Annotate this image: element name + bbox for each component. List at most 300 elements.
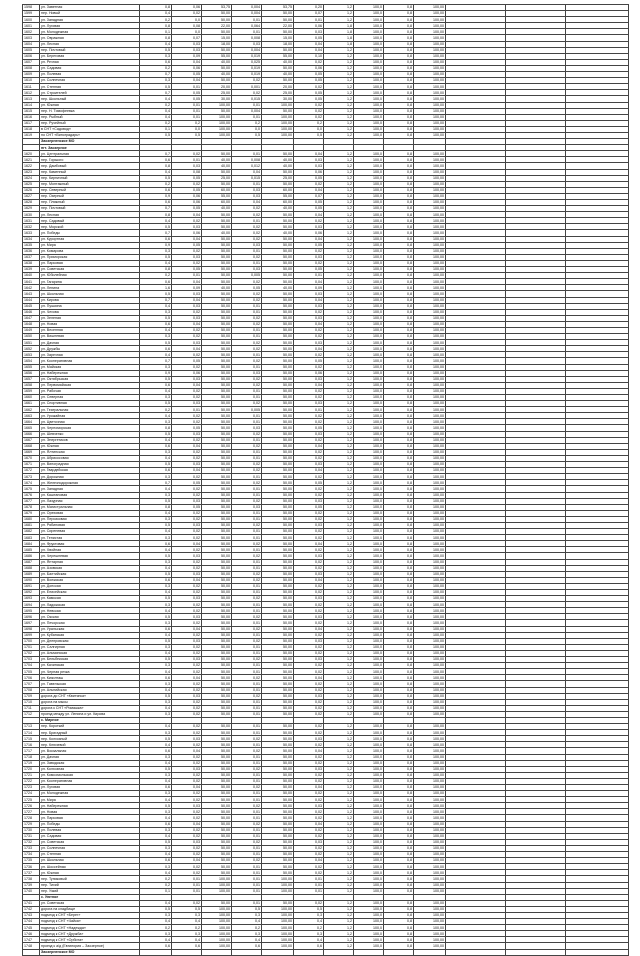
- table-cell: 22,00: [262, 23, 294, 29]
- table-cell: 0,4: [140, 437, 172, 443]
- table-cell: 100,00: [414, 900, 446, 906]
- table-cell: 0,5: [140, 693, 172, 699]
- table-cell: 100,00: [414, 35, 446, 41]
- table-cell: 0,05: [172, 504, 202, 510]
- table-cell: ул. Гагарина: [40, 279, 140, 285]
- table-cell: 1,2: [324, 370, 354, 376]
- table-cell: 100,0: [354, 419, 384, 425]
- table-cell: 0,8: [384, 334, 414, 340]
- table-cell: 0,8: [384, 84, 414, 90]
- table-cell: 0,03: [172, 766, 202, 772]
- table-cell: 1703: [23, 657, 40, 663]
- table-cell: 100,00: [414, 912, 446, 918]
- table-cell: 0,8: [384, 845, 414, 851]
- table-cell: 0,8: [384, 931, 414, 937]
- table-cell: 50,00: [202, 693, 232, 699]
- table-cell: 1742: [23, 906, 40, 912]
- table-cell: 100,00: [414, 657, 446, 663]
- table-cell: 0,05: [172, 96, 202, 102]
- table-cell: 0,02: [172, 260, 202, 266]
- table-cell: 0,8: [384, 260, 414, 266]
- table-cell: 100,00: [414, 53, 446, 59]
- table-cell: 100,0: [354, 553, 384, 559]
- table-cell: 1,2: [324, 84, 354, 90]
- table-cell: 0,02: [172, 516, 202, 522]
- table-cell: 100,0: [354, 193, 384, 199]
- table-cell: 100,0: [354, 742, 384, 748]
- table-cell: 100,00: [414, 279, 446, 285]
- table-cell: 1650: [23, 334, 40, 340]
- table-cell: 1,2: [324, 407, 354, 413]
- table-cell: 100,00: [202, 102, 232, 108]
- table-cell: 100,00: [414, 815, 446, 821]
- table-cell: 0,5: [140, 376, 172, 382]
- table-cell: 1724: [23, 791, 40, 797]
- table-cell: 50,00: [262, 267, 294, 273]
- table-cell: 0,6: [140, 821, 172, 827]
- table-cell: 0,8: [384, 358, 414, 364]
- table-cell: 0,02: [172, 699, 202, 705]
- table-cell: 0,01: [232, 102, 262, 108]
- table-cell: 100,0: [354, 906, 384, 912]
- table-cell: ул. Лазурная: [40, 498, 140, 504]
- table-cell: 50,00: [202, 78, 232, 84]
- table-cell: 50,00: [262, 845, 294, 851]
- table-cell: 50,00: [202, 821, 232, 827]
- table-cell: ул. Луговая: [40, 785, 140, 791]
- table-cell: 100,0: [354, 687, 384, 693]
- table-cell: 1,2: [324, 614, 354, 620]
- table-cell: 0,03: [172, 498, 202, 504]
- table-cell: 0,01: [172, 888, 202, 894]
- table-cell: 0,5: [140, 522, 172, 528]
- table-cell: 1613: [23, 96, 40, 102]
- table-cell: ул. Кооперативная: [40, 358, 140, 364]
- table-cell: 0,5: [140, 596, 172, 602]
- table-cell: 0,03: [172, 596, 202, 602]
- table-cell: 100,00: [262, 888, 294, 894]
- table-cell: 1,2: [324, 681, 354, 687]
- table-cell: 0,02: [172, 449, 202, 455]
- table-cell: 50,00: [202, 364, 232, 370]
- table-cell: 0,3: [140, 449, 172, 455]
- table-cell: 1623: [23, 169, 40, 175]
- table-cell: 100,00: [202, 114, 232, 120]
- table-cell: 100,00: [414, 650, 446, 656]
- table-cell: 0,04: [294, 382, 324, 388]
- table-cell: 0,02: [232, 254, 262, 260]
- table-cell: 0,8: [384, 663, 414, 669]
- table-cell: 0,02: [294, 492, 324, 498]
- table-cell: 0,8: [384, 590, 414, 596]
- table-cell: 1723: [23, 785, 40, 791]
- table-cell: 1,2: [324, 102, 354, 108]
- table-cell: 0,02: [232, 638, 262, 644]
- table-cell: проезд к а/д (Евпатория – Заозерное): [40, 943, 140, 949]
- table-cell: 100,00: [202, 925, 232, 931]
- table-cell: 0,03: [294, 803, 324, 809]
- table-cell: 25,00: [262, 90, 294, 96]
- table-cell: 1670: [23, 455, 40, 461]
- table-cell: ул. Черная речка: [40, 669, 140, 675]
- table-cell: 50,00: [202, 803, 232, 809]
- table-cell: 0,2: [140, 120, 172, 126]
- table-cell: 0,02: [172, 413, 202, 419]
- table-cell: 100,00: [262, 912, 294, 918]
- table-cell: ул. Речная: [40, 59, 140, 65]
- table-cell: 0,02: [294, 352, 324, 358]
- table-cell: 0,03: [232, 193, 262, 199]
- table-cell: 0,02: [232, 358, 262, 364]
- table-cell: 50,00: [262, 681, 294, 687]
- table-cell: 0,02: [172, 742, 202, 748]
- table-cell: 0,8: [384, 620, 414, 626]
- table-cell: 50,00: [262, 711, 294, 717]
- table-cell: 0,5: [140, 132, 172, 138]
- table-cell: 0,8: [384, 571, 414, 577]
- table-cell: 1,2: [324, 577, 354, 583]
- table-cell: 1630: [23, 212, 40, 218]
- table-cell: ул. Бельбекская: [40, 657, 140, 663]
- table-cell: 50,00: [262, 644, 294, 650]
- table-cell: 0,03: [294, 736, 324, 742]
- table-cell: 100,00: [414, 833, 446, 839]
- table-cell: 0,05: [172, 358, 202, 364]
- table-cell: 0,02: [294, 455, 324, 461]
- table-cell: 0,6: [172, 943, 202, 949]
- table-cell: 100,00: [414, 102, 446, 108]
- table-cell: 0,01: [172, 108, 202, 114]
- table-cell: 1615: [23, 108, 40, 114]
- table-cell: 1,2: [324, 529, 354, 535]
- table-cell: ул. Невская: [40, 608, 140, 614]
- table-cell: 0,02: [172, 827, 202, 833]
- table-cell: 1,2: [324, 864, 354, 870]
- table-cell: 0,5: [140, 839, 172, 845]
- table-cell: 0,8: [384, 449, 414, 455]
- table-cell: 0,02: [172, 327, 202, 333]
- table-cell: 0,04: [294, 321, 324, 327]
- table-cell: 0,8: [384, 778, 414, 784]
- table-cell: 100,00: [414, 321, 446, 327]
- table-cell: 0,01: [232, 395, 262, 401]
- table-cell: ул. Заречная: [40, 352, 140, 358]
- table-cell: 0,02: [172, 352, 202, 358]
- table-cell: 1669: [23, 449, 40, 455]
- table-cell: 1,2: [324, 931, 354, 937]
- table-cell: 1707: [23, 681, 40, 687]
- table-cell: 0,03: [294, 163, 324, 169]
- table-cell: 100,0: [354, 303, 384, 309]
- table-cell: 0,3: [140, 931, 172, 937]
- table-cell: 0,03: [172, 401, 202, 407]
- table-cell: 0,01: [172, 273, 202, 279]
- table-cell: 50,00: [202, 669, 232, 675]
- table-cell: 0,02: [232, 839, 262, 845]
- table-cell: 0,04: [294, 187, 324, 193]
- table-cell: 1,2: [324, 925, 354, 931]
- table-cell: 0,6: [140, 748, 172, 754]
- table-cell: дорога на кладбище: [40, 906, 140, 912]
- table-cell: 1641: [23, 279, 40, 285]
- table-cell: 0,01: [232, 760, 262, 766]
- table-cell: дорога к СНТ «Ромашка»: [40, 705, 140, 711]
- table-cell: 0,8: [384, 681, 414, 687]
- table-cell: 0,019: [232, 65, 262, 71]
- table-cell: 0,3: [140, 864, 172, 870]
- table-cell: 100,00: [414, 5, 446, 11]
- table-cell: 0,04: [294, 47, 324, 53]
- table-cell: ул. Альпийская: [40, 687, 140, 693]
- table-cell: 50,00: [202, 425, 232, 431]
- table-cell: 100,0: [354, 78, 384, 84]
- table-cell: ул. Молодежная: [40, 791, 140, 797]
- table-cell: подъезд к СНТ «Надежда»: [40, 925, 140, 931]
- table-cell: 1,2: [324, 699, 354, 705]
- table-cell: 50,00: [202, 273, 232, 279]
- table-cell: 100,00: [414, 766, 446, 772]
- table-cell: 0,6: [140, 626, 172, 632]
- table-cell: 53,75: [262, 5, 294, 11]
- table-cell: 1621: [23, 157, 40, 163]
- table-cell: 100,00: [414, 693, 446, 699]
- table-cell: 0,8: [384, 516, 414, 522]
- table-cell: 0,8: [384, 437, 414, 443]
- table-cell: 0,8: [384, 925, 414, 931]
- table-cell: ул. Магистральная: [40, 504, 140, 510]
- table-cell: 100,0: [354, 870, 384, 876]
- table-cell: 0,8: [384, 401, 414, 407]
- table-cell: 100,00: [202, 888, 232, 894]
- table-cell: 0,01: [232, 334, 262, 340]
- table-cell: ул. Первомайская: [40, 382, 140, 388]
- table-cell: 1,2: [324, 687, 354, 693]
- table-cell: ул. Школьная: [40, 858, 140, 864]
- table-cell: 50,00: [262, 65, 294, 71]
- table-cell: 0,8: [384, 126, 414, 132]
- table-cell: 50,00: [202, 309, 232, 315]
- table-cell: 100,00: [414, 273, 446, 279]
- table-cell: 1737: [23, 870, 40, 876]
- table-cell: 50,00: [202, 559, 232, 565]
- table-cell: 50,00: [202, 218, 232, 224]
- table-cell: 100,00: [414, 90, 446, 96]
- table-cell: 0,03: [172, 657, 202, 663]
- table-cell: 1627: [23, 193, 40, 199]
- table-cell: пер. Бригадный: [40, 730, 140, 736]
- table-cell: 1696: [23, 614, 40, 620]
- table-cell: 50,00: [262, 279, 294, 285]
- table-cell: 50,00: [262, 858, 294, 864]
- table-cell: 1668: [23, 443, 40, 449]
- table-cell: 0,2: [294, 120, 324, 126]
- table-cell: 100,00: [414, 797, 446, 803]
- table-cell: 0,02: [172, 486, 202, 492]
- table-cell: [294, 949, 324, 955]
- table-cell: 0,05: [294, 267, 324, 273]
- table-cell: 0,8: [384, 230, 414, 236]
- table-cell: 50,00: [202, 736, 232, 742]
- table-cell: 100,0: [354, 711, 384, 717]
- table-cell: 50,00: [262, 583, 294, 589]
- table-cell: 100,0: [354, 596, 384, 602]
- table-cell: 100,00: [414, 248, 446, 254]
- table-cell: 50,00: [202, 29, 232, 35]
- table-cell: 0,0: [232, 126, 262, 132]
- table-cell: 0,01: [232, 882, 262, 888]
- table-cell: 1,2: [324, 675, 354, 681]
- table-cell: 0,8: [384, 35, 414, 41]
- table-cell: 1744: [23, 919, 40, 925]
- table-cell: 50,00: [262, 535, 294, 541]
- table-cell: 100,00: [414, 516, 446, 522]
- table-cell: 0,05: [172, 206, 202, 212]
- table-cell: 100,0: [354, 803, 384, 809]
- table-cell: 0,03: [294, 498, 324, 504]
- table-cell: 50,00: [262, 669, 294, 675]
- table-cell: 0,4: [140, 413, 172, 419]
- table-cell: 0,03: [172, 522, 202, 528]
- table-cell: 1636: [23, 248, 40, 254]
- table-cell: 0,02: [232, 803, 262, 809]
- table-cell: 100,0: [354, 425, 384, 431]
- table-cell: 1,2: [324, 602, 354, 608]
- table-cell: 100,0: [354, 181, 384, 187]
- table-cell: 0,8: [384, 53, 414, 59]
- table-cell: 100,0: [354, 571, 384, 577]
- table-cell: 50,00: [262, 821, 294, 827]
- table-cell: 0,02: [294, 327, 324, 333]
- table-cell: ул. Донская: [40, 583, 140, 589]
- table-cell: 50,00: [202, 797, 232, 803]
- table-cell: 50,00: [262, 395, 294, 401]
- table-cell: ул. Вишневая: [40, 334, 140, 340]
- table-cell: 100,00: [414, 906, 446, 912]
- table-cell: ул. Железнодорожная: [40, 480, 140, 486]
- table-cell: 20,00: [202, 84, 232, 90]
- table-cell: ул. Советская: [40, 900, 140, 906]
- table-cell: 0,3: [140, 912, 172, 918]
- table-cell: 1,2: [324, 455, 354, 461]
- table-cell: 0,8: [384, 504, 414, 510]
- table-cell: 0,01: [232, 815, 262, 821]
- table-cell: 100,0: [354, 17, 384, 23]
- table-cell: 0,8: [384, 602, 414, 608]
- table-cell: 0,04: [172, 858, 202, 864]
- table-cell: 0,4: [140, 218, 172, 224]
- table-cell: 0,6: [294, 943, 324, 949]
- table-cell: 0,05: [294, 35, 324, 41]
- table-cell: 0,03: [294, 462, 324, 468]
- table-cell: 100,00: [414, 78, 446, 84]
- table-cell: 50,00: [262, 78, 294, 84]
- table-cell: 0,7: [140, 151, 172, 157]
- table-cell: 0,8: [384, 858, 414, 864]
- table-cell: 1,2: [324, 321, 354, 327]
- table-cell: 0,3: [140, 827, 172, 833]
- table-cell: 0,06: [294, 23, 324, 29]
- table-cell: 50,00: [262, 748, 294, 754]
- table-cell: 0,8: [384, 943, 414, 949]
- table-cell: 0,02: [232, 224, 262, 230]
- table-cell: 1747: [23, 937, 40, 943]
- table-cell: 0,8: [384, 492, 414, 498]
- table-cell: 0,4: [140, 565, 172, 571]
- table-cell: ул. Заветная: [40, 5, 140, 11]
- table-cell: 100,00: [414, 395, 446, 401]
- table-cell: 1,2: [324, 486, 354, 492]
- table-cell: 100,0: [354, 858, 384, 864]
- table-cell: 50,00: [202, 657, 232, 663]
- table-cell: ул. Степная: [40, 84, 140, 90]
- table-cell: 0,02: [232, 468, 262, 474]
- table-cell: 1735: [23, 858, 40, 864]
- table-cell: 0,02: [294, 437, 324, 443]
- table-cell: 0,2: [232, 120, 262, 126]
- table-cell: 0,02: [294, 510, 324, 516]
- table-cell: 0,8: [384, 175, 414, 181]
- table-cell: 50,00: [262, 797, 294, 803]
- table-cell: 0,02: [232, 614, 262, 620]
- table-cell: 0,03: [172, 839, 202, 845]
- table-cell: 50,00: [202, 547, 232, 553]
- table-cell: 0,06: [294, 370, 324, 376]
- table-cell: 50,00: [202, 529, 232, 535]
- table-cell: 0,8: [384, 510, 414, 516]
- table-cell: 1637: [23, 254, 40, 260]
- table-cell: 1,2: [324, 206, 354, 212]
- table-cell: 50,00: [262, 382, 294, 388]
- table-cell: 0,05: [172, 175, 202, 181]
- table-cell: 50,00: [202, 315, 232, 321]
- table-cell: 100,0: [354, 827, 384, 833]
- table-cell: 1738: [23, 876, 40, 882]
- table-cell: 100,00: [414, 303, 446, 309]
- table-cell: ул. Курортная: [40, 236, 140, 242]
- table-cell: 50,00: [202, 407, 232, 413]
- table-cell: ул. Советская: [40, 267, 140, 273]
- table-cell: 100,0: [354, 833, 384, 839]
- table-cell: 50,00: [202, 498, 232, 504]
- table-cell: 1,2: [324, 553, 354, 559]
- table-cell: 100,0: [354, 888, 384, 894]
- table-cell: 0,6: [140, 382, 172, 388]
- table-cell: 50,00: [202, 352, 232, 358]
- table-cell: 50,00: [262, 151, 294, 157]
- table-cell: 0,8: [384, 541, 414, 547]
- table-cell: 50,00: [202, 565, 232, 571]
- table-cell: 0,04: [172, 321, 202, 327]
- table-cell: 0,8: [140, 23, 172, 29]
- table-cell: 100,00: [414, 748, 446, 754]
- table-cell: 0,02: [294, 486, 324, 492]
- table-cell: 0,02: [294, 547, 324, 553]
- table-cell: 50,00: [202, 11, 232, 17]
- table-cell: ул. Юбилейная: [40, 273, 140, 279]
- table-cell: 50,00: [202, 486, 232, 492]
- table-cell: ул. Октябрьская: [40, 376, 140, 382]
- table-cell: 0,01: [232, 535, 262, 541]
- table-cell: 0,04: [172, 443, 202, 449]
- table-cell: 0,01: [232, 705, 262, 711]
- table-cell: 0,01: [232, 620, 262, 626]
- table-cell: 0,02: [294, 809, 324, 815]
- table-cell: 50,00: [202, 724, 232, 730]
- table-cell: 0,02: [232, 376, 262, 382]
- table-cell: 50,00: [202, 754, 232, 760]
- table-cell: 0,03: [294, 614, 324, 620]
- table-cell: 0,05: [172, 242, 202, 248]
